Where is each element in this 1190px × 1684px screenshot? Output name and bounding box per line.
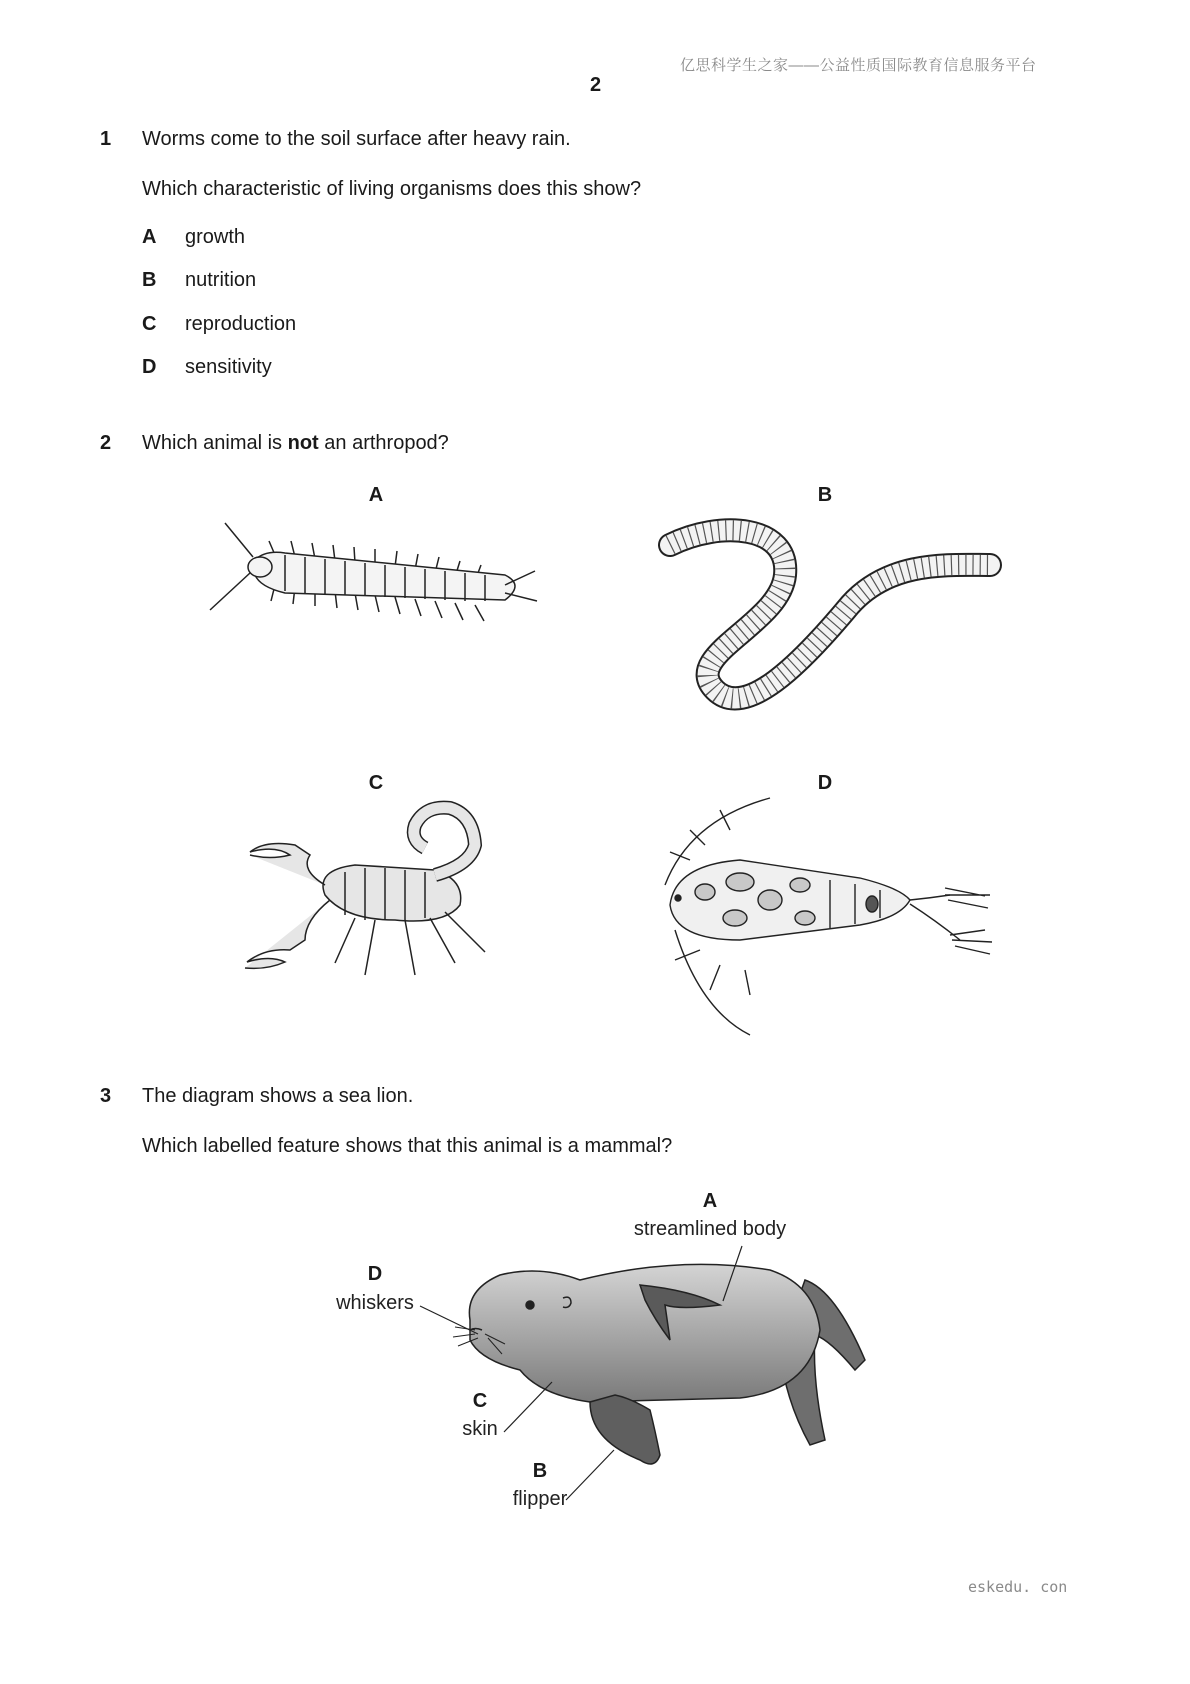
leader-line: [562, 1448, 622, 1508]
figure-letter: B: [817, 484, 833, 506]
option-text: nutrition: [185, 269, 257, 291]
label-letter: A: [702, 1190, 718, 1212]
figure-letter: D: [817, 772, 833, 794]
earthworm-icon: [660, 515, 1000, 710]
question-number: 2: [100, 432, 112, 454]
label-letter: B: [532, 1460, 548, 1482]
leader-line: [720, 1246, 750, 1306]
label-letter: C: [472, 1390, 488, 1412]
page-number: 2: [590, 74, 602, 96]
question-prompt: Which characteristic of living organisms does this show?: [142, 178, 642, 200]
option-text: growth: [185, 226, 246, 248]
label-text: streamlined body: [633, 1218, 787, 1240]
question-text-emphasis: not: [287, 432, 319, 454]
question-text: The diagram shows a sea lion.: [142, 1085, 414, 1107]
question-text-after: an arthropod?: [324, 432, 449, 454]
label-text: whiskers: [336, 1292, 414, 1314]
figure-letter: A: [368, 484, 384, 506]
option-letter: D: [142, 356, 157, 378]
question-prompt: Which labelled feature shows that this animal is a mammal?: [142, 1135, 673, 1157]
question-number: 1: [100, 128, 112, 150]
option-letter: A: [142, 226, 157, 248]
question-text-before: Which animal is: [142, 432, 283, 454]
scorpion-icon: [245, 800, 520, 985]
leader-line: [418, 1302, 488, 1342]
option-text: sensitivity: [185, 356, 272, 378]
option-letter: B: [142, 269, 157, 291]
question-text: [142, 432, 449, 455]
footer-watermark: eskedu. con: [968, 1578, 1068, 1596]
question-number: 3: [100, 1085, 112, 1107]
figure-letter: C: [368, 772, 384, 794]
option-text: reproduction: [185, 313, 297, 335]
question-text: Worms come to the soil surface after heavy rain.: [142, 128, 571, 150]
label-letter: D: [367, 1263, 383, 1285]
header-watermark: 亿思科学生之家——公益性质国际教育信息服务平台: [680, 57, 1037, 74]
label-text: skin: [462, 1418, 498, 1440]
option-letter: C: [142, 313, 157, 335]
label-text: flipper: [512, 1488, 568, 1510]
leader-line: [500, 1380, 560, 1440]
centipede-icon: [205, 515, 545, 650]
crustacean-icon: [660, 800, 995, 1035]
